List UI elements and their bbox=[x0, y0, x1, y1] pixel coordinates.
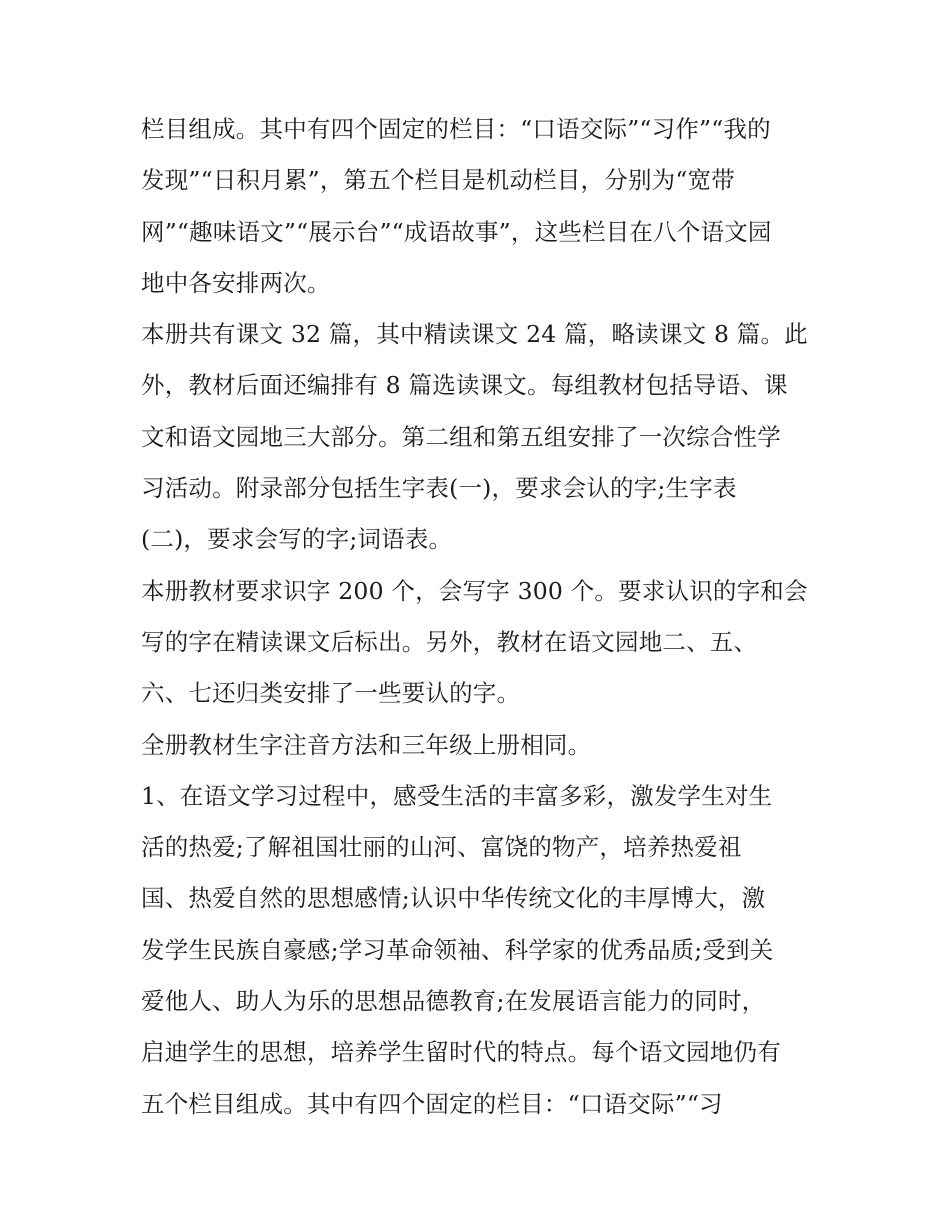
text-line: 地中各安排两次。 bbox=[141, 268, 331, 297]
text-line: 爱他人、助人为乐的思想品德教育;在发展语言能力的同时， bbox=[141, 987, 766, 1016]
text-line: 全册教材生字注音方法和三年级上册相同。 bbox=[141, 730, 592, 759]
text-line: 1、在语文学习过程中，感受生活的丰富多彩，激发学生对生 bbox=[141, 781, 773, 810]
text-line: 习活动。附录部分包括生字表(一)，要求会认的字;生字表 bbox=[141, 474, 737, 503]
text-line: 栏目组成。其中有四个固定的栏目：“口语交际”“习作”“我的 bbox=[141, 115, 771, 143]
text-line: 五个栏目组成。其中有四个固定的栏目：“口语交际”“习 bbox=[141, 1089, 723, 1118]
text-line: 网”“趣味语文”“展示台”“成语故事”，这些栏目在八个语文园 bbox=[141, 217, 772, 246]
text-line: (二)，要求会写的字;词语表。 bbox=[141, 525, 453, 554]
text-line: 外，教材后面还编排有 8 篇选读课文。每组教材包括导语、课 bbox=[141, 371, 788, 400]
text-line: 文和语文园地三大部分。第二组和第五组安排了一次综合性学 bbox=[141, 422, 781, 451]
text-line: 国、热爱自然的思想感情;认识中华传统文化的丰厚博大，激 bbox=[141, 884, 766, 913]
text-line: 写的字在精读课文后标出。另外，教材在语文园地二、五、 bbox=[141, 627, 758, 656]
text-line: 启迪学生的思想，培养学生留时代的特点。每个语文园地仍有 bbox=[141, 1038, 781, 1067]
text-line: 发现”“日积月累”，第五个栏目是机动栏目，分别为“宽带 bbox=[141, 166, 735, 195]
text-line: 本册共有课文 32 篇，其中精读课文 24 篇，略读课文 8 篇。此 bbox=[141, 320, 808, 349]
document-body bbox=[141, 104, 821, 1130]
text-line: 发学生民族自豪感;学习革命领袖、科学家的优秀品质;受到关 bbox=[141, 935, 774, 964]
text-line: 本册教材要求识字 200 个，会写字 300 个。要求认识的字和会 bbox=[141, 576, 808, 605]
text-line: 活的热爱;了解祖国壮丽的山河、富饶的物产，培养热爱祖 bbox=[141, 833, 742, 862]
text-line: 六、七还归类安排了一些要认的字。 bbox=[141, 679, 521, 708]
